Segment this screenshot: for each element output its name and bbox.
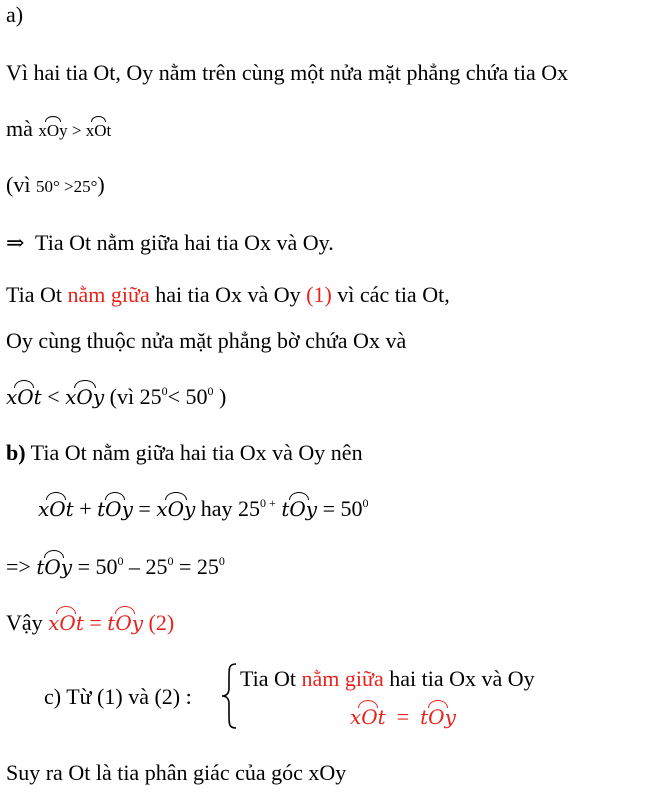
line-angle-sum: xOt + tOy = xOy hay $25^{0 +}$ tOy = $50^0$ [38,496,369,521]
part-c-label: c) Từ (1) và (2) : [44,684,192,709]
part-a-label: a) [6,2,24,27]
final-conclusion: Suy ra Ot là tia phân giác của góc xOy [6,760,347,785]
system-row-1: Tia Ot nằm giữa hai tia Ox và Oy [240,666,535,691]
implies-arrow: ⇒ [6,230,25,255]
highlight-nam-giua: nằm giữa [301,666,384,691]
line-compute-toy: => tOy = $50^0 - 25^0 = 25^0$ [6,554,225,579]
angle-xoy: xOy [38,118,67,144]
part-b-line: b) Tia Ot nằm giữa hai tia Ox và Oy nên [6,440,363,465]
line-between-1: Tia Ot nằm giữa hai tia Ox và Oy (1) vì các tia Ot, [6,282,450,307]
curly-brace [220,662,238,730]
line-premise: Vì hai tia Ot, Oy nằm trên cùng một nửa mặt phẳng chứa tia Ox [6,60,569,85]
angle-xot: xOt [6,385,42,409]
angle-xoy: xOy [65,385,105,409]
line-equal-angles: Vậy xOt = tOy (2) [6,610,175,635]
line-angle-compare: mà xOy > xOt [6,116,111,144]
label-1: (1) [306,282,332,307]
line-same-half-plane: Oy cùng thuộc nửa mặt phẳng bờ chứa Ox và [6,328,407,353]
line-reason-values: (vì 50° >25°) [6,172,105,197]
line-conclusion-between: ⇒ Tia Ot nằm giữa hai tia Ox và Oy. [6,230,334,255]
label-2: (2) [148,610,175,635]
part-b-label: b) [6,440,26,465]
line-angle-inequality: xOt < xOy (vì $25^0< 50^0$ ) [6,384,227,409]
highlight-nam-giua: nằm giữa [67,282,150,307]
system-row-2: xOt = tOy [350,704,456,729]
angle-xot: xOt [86,118,112,144]
